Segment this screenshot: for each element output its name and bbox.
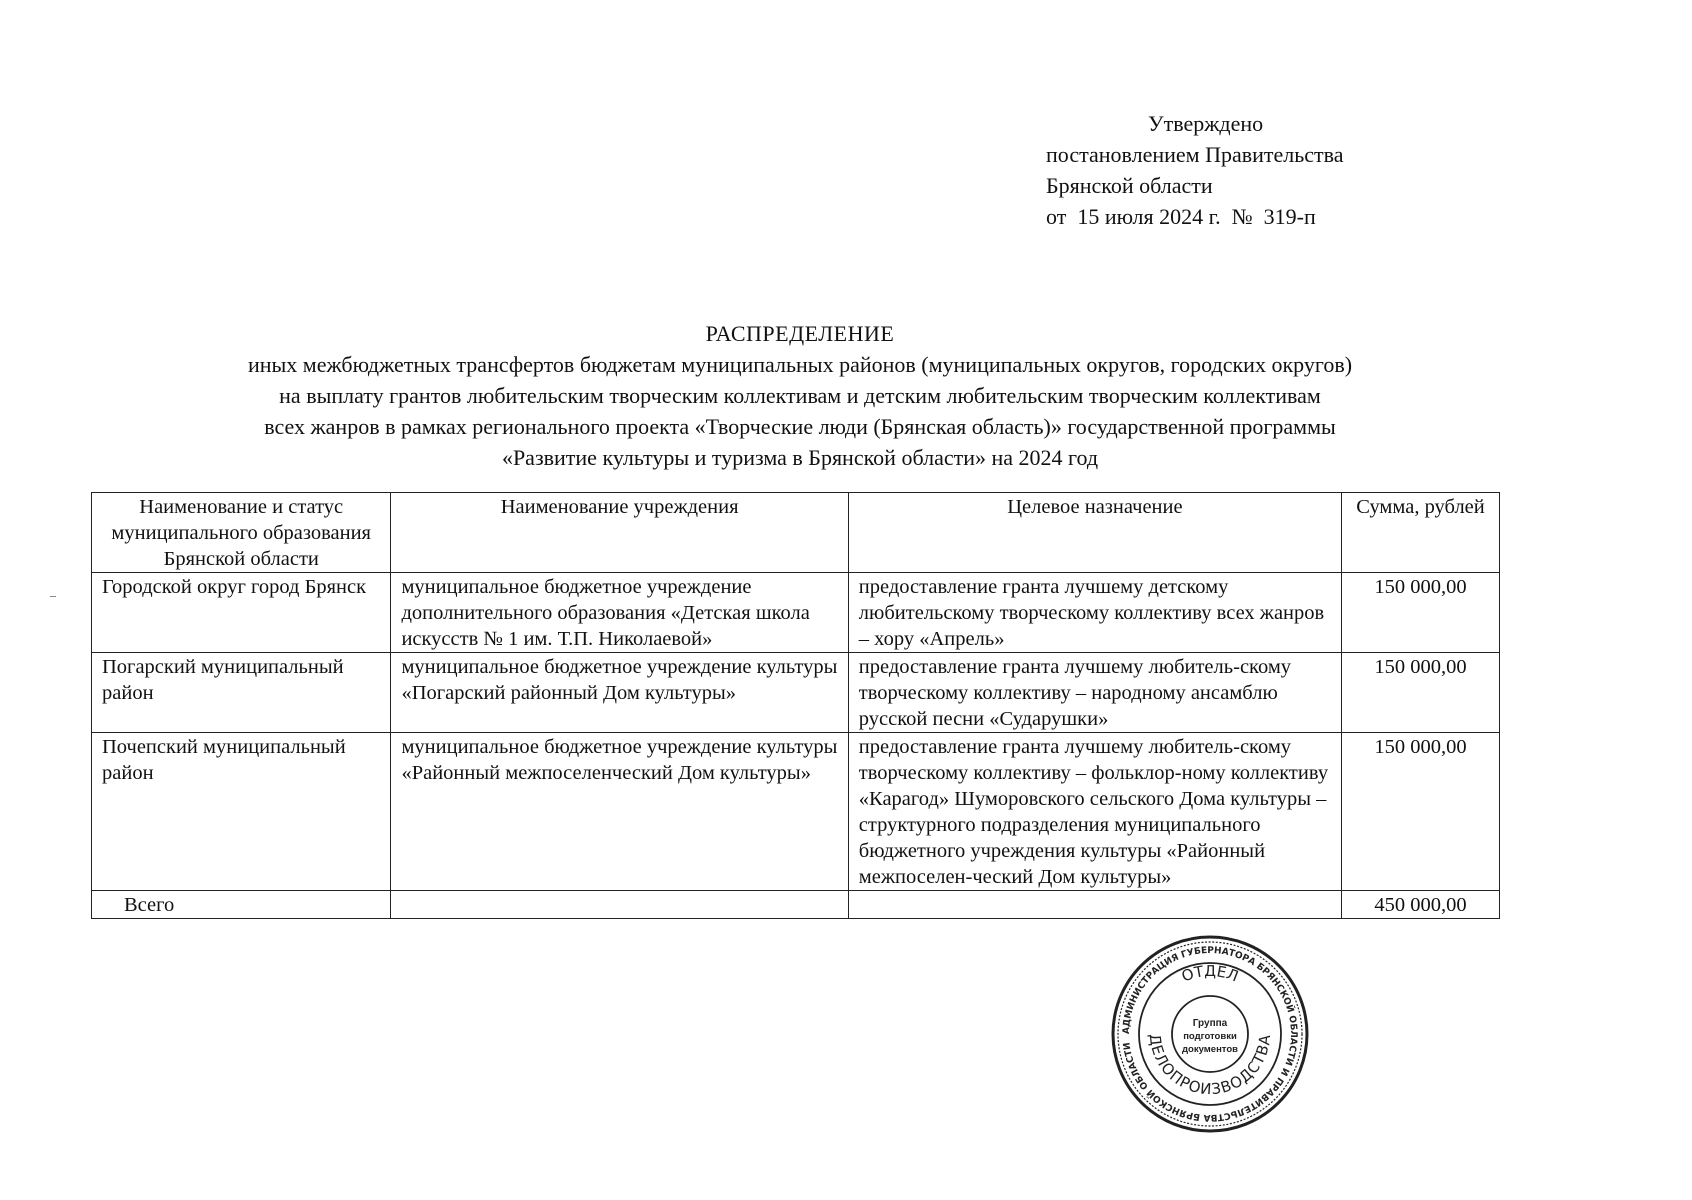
seal-center-line-2: подготовки (1183, 1031, 1237, 1042)
table-row (92, 573, 1500, 653)
distribution-table (91, 492, 1500, 919)
approval-line-region: Брянской области (1046, 173, 1213, 198)
cell-institution: муниципальное бюджетное учреждение дополнительного образования «Детская школа искусств № 1 им. Т.П. Николаевой» (391, 573, 848, 653)
document-title (120, 318, 1480, 473)
cell-purpose: предоставление гранта лучшему детскому любительскому творческому коллективу всех жанров – хору «Апрель» (848, 573, 1341, 653)
header-amount: Сумма, рублей (1342, 493, 1500, 573)
seal-center-line-3: документов (1182, 1044, 1238, 1055)
header-municipality: Наименование и статус муниципального образования Брянской области (92, 493, 391, 573)
cell-amount: 150 000,00 (1342, 653, 1500, 733)
cell-purpose: предоставление гранта лучшему любитель-скому творческому коллективу – народному ансамблю русской песни «Сударушки» (848, 653, 1341, 733)
approval-block (1046, 108, 1344, 232)
cell-municipality: Почепский муниципальный район (92, 733, 391, 891)
title-heading: РАСПРЕДЕЛЕНИЕ (705, 321, 895, 346)
title-line-3: всех жанров в рамках регионального проекта «Творческие люди (Брянская область)» государственной программы (264, 414, 1336, 439)
header-institution: Наименование учреждения (391, 493, 848, 573)
approval-line-date-number: от 15 июля 2024 г. № 319-п (1046, 204, 1316, 229)
approval-line-resolution: постановлением Правительства (1046, 142, 1344, 167)
seal-outer-text: АДМИНИСТРАЦИЯ ГУБЕРНАТОРА БРЯНСКОЙ ОБЛАСТИ И ПРАВИТЕЛЬСТВА БРЯНСКОЙ ОБЛАСТИ (1120, 944, 1300, 1124)
total-amount: 450 000,00 (1342, 891, 1500, 919)
cell-municipality: Погарский муниципальный район (92, 653, 391, 733)
cell-amount: 150 000,00 (1342, 733, 1500, 891)
cell-amount: 150 000,00 (1342, 573, 1500, 653)
header-purpose: Целевое назначение (848, 493, 1341, 573)
approval-line-approved: Утверждено (1148, 111, 1264, 136)
seal-center-line-1: Группа (1192, 1018, 1228, 1029)
office-seal-stamp (1110, 934, 1310, 1134)
table-total-row (92, 891, 1500, 919)
total-empty-institution (391, 891, 848, 919)
table-row (92, 653, 1500, 733)
total-label: Всего (92, 891, 391, 919)
title-line-2: на выплату грантов любительским творческим коллективам и детским любительским творческим коллективам (279, 383, 1321, 408)
total-empty-purpose (848, 891, 1341, 919)
seal-records-text: ДЕЛОПРОИЗВОДСТВА (1145, 1032, 1275, 1099)
scan-mark (50, 596, 56, 597)
title-line-4: «Развитие культуры и туризма в Брянской области» на 2024 год (501, 445, 1099, 470)
table-row (92, 733, 1500, 891)
title-line-1: иных межбюджетных трансфертов бюджетам муниципальных районов (муниципальных округов, городских округов) (247, 352, 1353, 377)
seal-department-text: ОТДЕЛ (1179, 961, 1241, 986)
cell-institution: муниципальное бюджетное учреждение культуры «Районный межпоселенческий Дом культуры» (391, 733, 848, 891)
cell-institution: муниципальное бюджетное учреждение культуры «Погарский районный Дом культуры» (391, 653, 848, 733)
cell-purpose: предоставление гранта лучшему любитель-скому творческому коллективу – фольклор-ному коллективу «Карагод» Шуморовского сельского Дома культуры – структурного подразделения муниципального бюджетного учреждения культуры «Районный межпоселен-ческий Дом культуры» (848, 733, 1341, 891)
table-header-row (92, 493, 1500, 573)
cell-municipality: Городской округ город Брянск (92, 573, 391, 653)
